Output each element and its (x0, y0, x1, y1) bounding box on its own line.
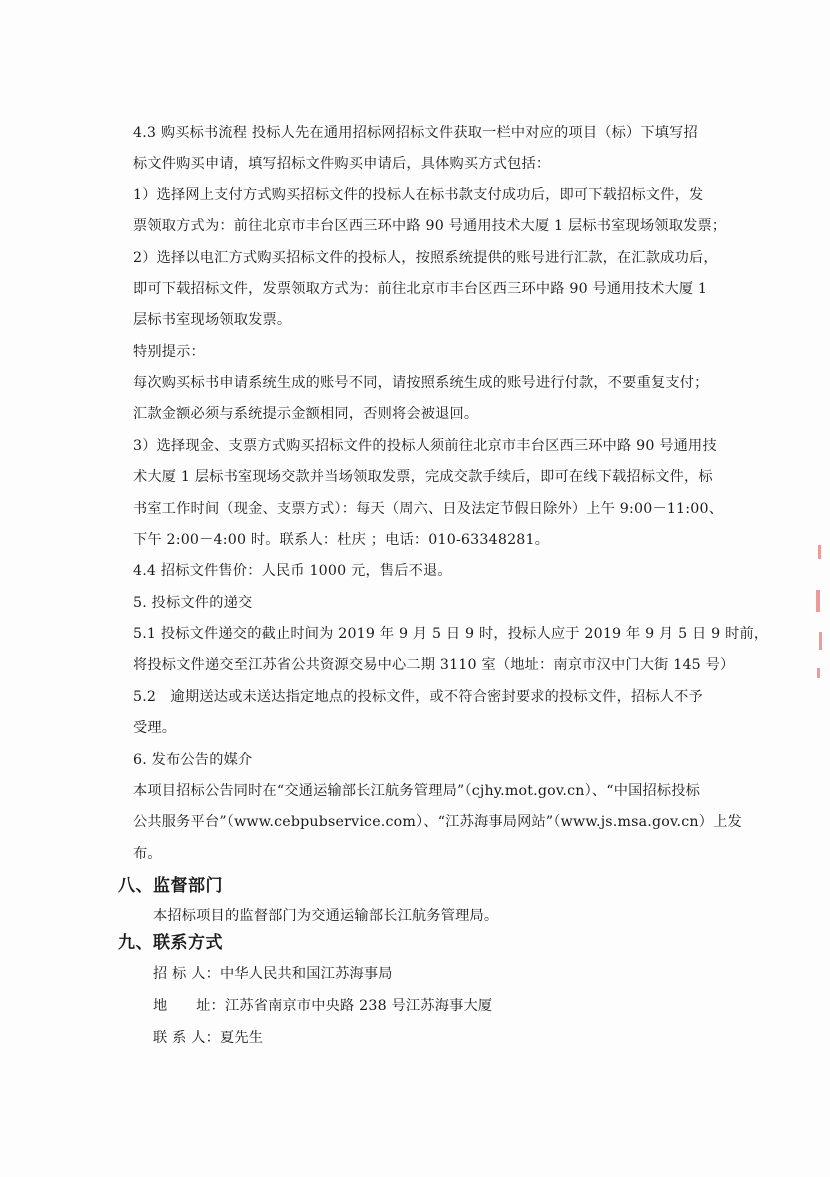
scan-mark (818, 545, 821, 559)
paragraph-line: 票领取方式为：前往北京市丰台区西三环中路 90 号通用技术大厦 1 层标书室现场领取发票； (133, 218, 727, 234)
paragraph-line: 书室工作时间（现金、支票方式）：每天（周六、日及法定节假日除外）上午 9:00－11:00、 (133, 501, 724, 517)
paragraph-line: 公共服务平台”（www.cebpubservice.com）、“江苏海事局网站”（www.js.msa.gov.cn）上发 (133, 814, 742, 830)
paragraph-line: 标文件购买申请，填写招标文件购买申请后，具体购买方式包括： (133, 156, 551, 172)
paragraph-line: 下午 2:00－4:00 时。联系人：杜庆 ；电话：010-63348281。 (133, 532, 550, 548)
paragraph-line: 将投标文件递交至江苏省公共资源交易中心二期 3110 室（地址：南京市汉中门大街 145 号） (133, 657, 735, 673)
scan-mark (817, 668, 820, 678)
section-subtitle: 5. 投标文件的递交 (133, 595, 253, 611)
contact-tenderer: 招 标 人：中华人民共和国江苏海事局 (153, 966, 393, 982)
paragraph-line: 1）选择网上支付方式购买招标文件的投标人在标书款支付成功后，即可下载招标文件，发 (133, 187, 704, 203)
paragraph-line: 即可下载招标文件，发票领取方式为：前往北京市丰台区西三环中路 90 号通用技术大厦 1 (133, 281, 708, 297)
section-subtitle: 6. 发布公告的媒介 (133, 752, 253, 768)
paragraph-line: 受理。 (133, 720, 177, 736)
scan-mark (819, 632, 822, 650)
paragraph-line: 层标书室现场领取发票。 (133, 312, 292, 328)
paragraph-line: 本项目招标公告同时在“交通运输部长江航务管理局”（cjhy.mot.gov.cn）、“中国招标投标 (133, 783, 701, 799)
paragraph-line: 4.3 购买标书流程 投标人先在通用招标网招标文件获取一栏中对应的项目（标）下填写招 (133, 125, 698, 141)
paragraph-line: 2）选择以电汇方式购买招标文件的投标人，按照系统提供的账号进行汇款，在汇款成功后， (133, 250, 718, 266)
scan-mark (816, 590, 820, 612)
paragraph-line: 布。 (133, 846, 162, 862)
paragraph-line: 4.4 招标文件售价：人民币 1000 元，售后不退。 (133, 563, 452, 579)
paragraph-line: 3）选择现金、支票方式购买招标文件的投标人须前往北京市丰台区西三环中路 90 号通用技 (133, 438, 717, 454)
supervision-body: 本招标项目的监督部门为交通运输部长江航务管理局。 (153, 908, 499, 924)
contact-person: 联 系 人：夏先生 (153, 1030, 264, 1046)
section-heading-contact: 九、联系方式 (118, 933, 223, 953)
paragraph-line: 汇款金额必须与系统提示金额相同，否则将会被退回。 (133, 406, 479, 422)
paragraph-line: 5.1 投标文件递交的截止时间为 2019 年 9 月 5 日 9 时，投标人应于 2019 年 9 月 5 日 9 时前， (133, 626, 769, 642)
paragraph-line: 每次购买标书申请系统生成的账号不同，请按照系统生成的账号进行付款，不要重复支付； (133, 375, 709, 391)
contact-address: 地 址：江苏省南京市中央路 238 号江苏海事大厦 (153, 998, 493, 1014)
paragraph-line: 5.2 逾期送达或未送达指定地点的投标文件，或不符合密封要求的投标文件，招标人不予 (133, 689, 703, 705)
section-heading-supervision: 八、监督部门 (118, 876, 223, 896)
special-note-label: 特别提示： (133, 344, 205, 360)
paragraph-line: 术大厦 1 层标书室现场交款并当场领取发票，完成交款手续后，即可在线下载招标文件，标 (133, 469, 713, 485)
